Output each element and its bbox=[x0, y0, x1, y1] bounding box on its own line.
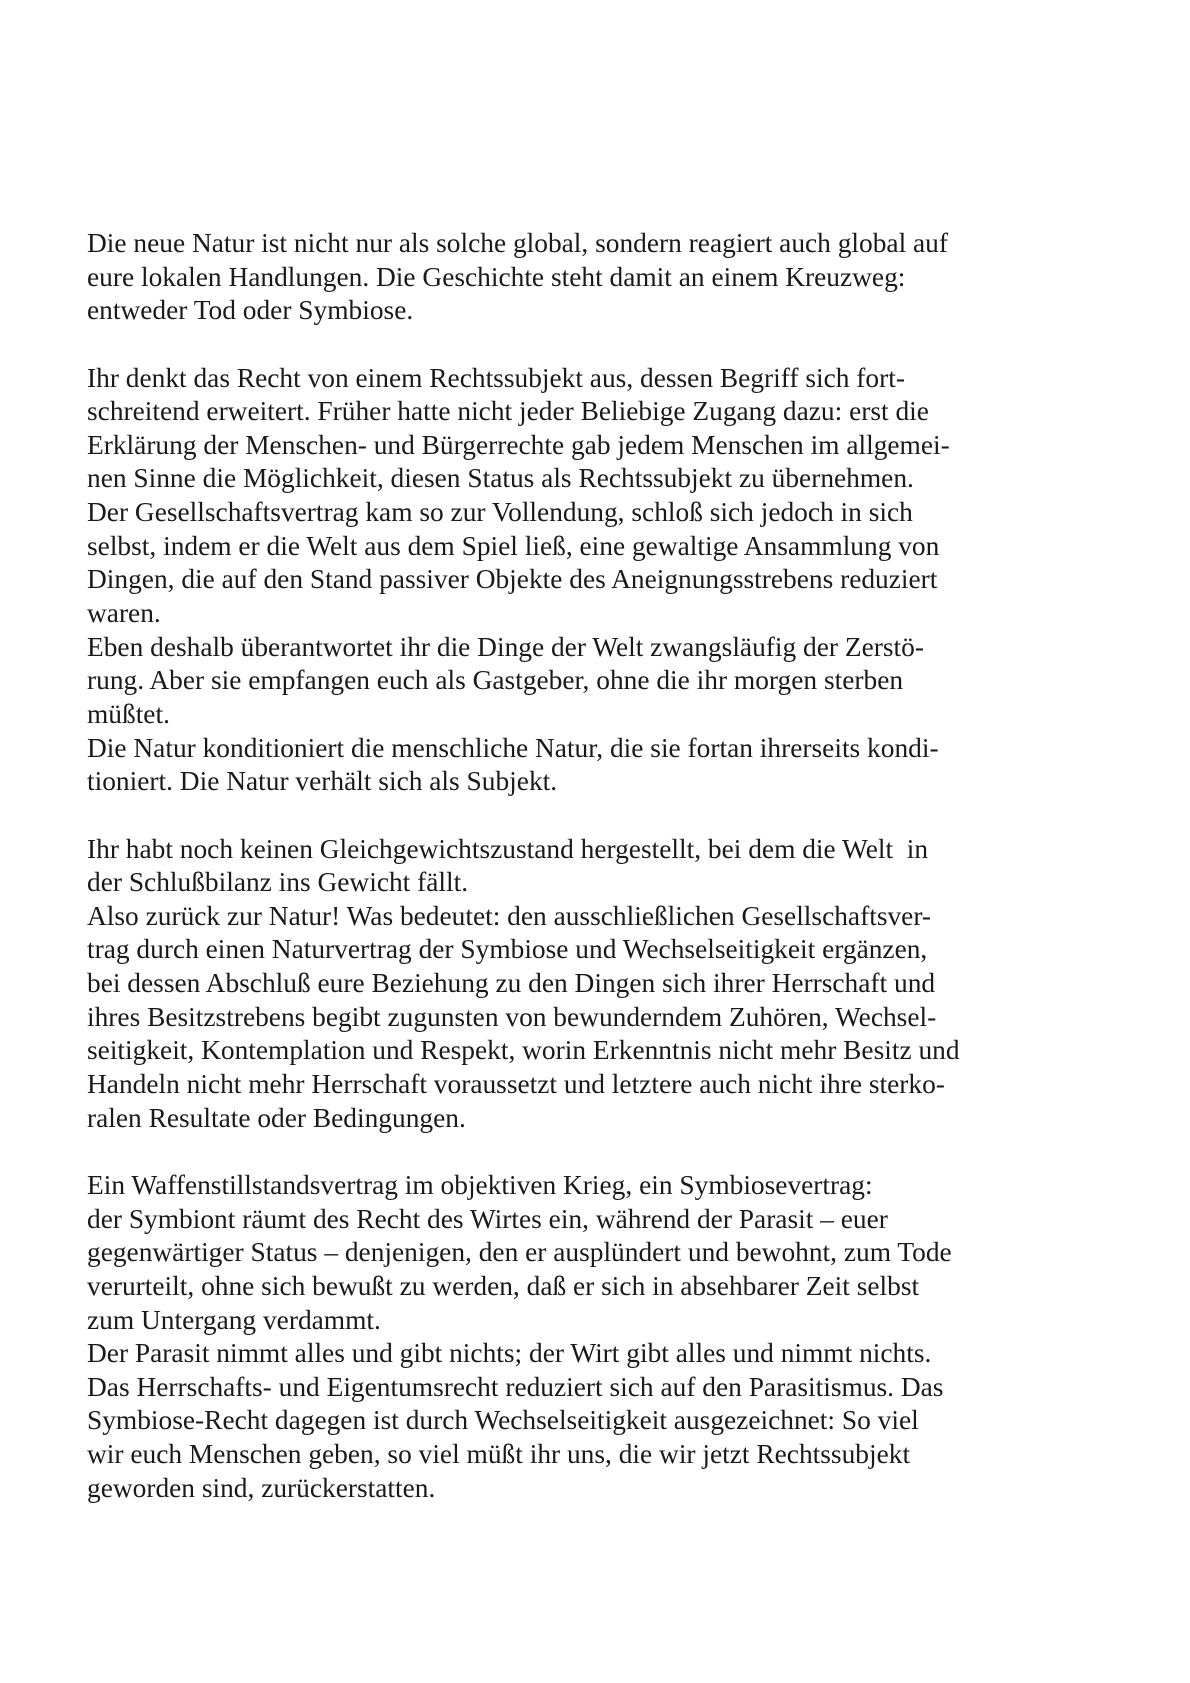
text-line: Ihr denkt das Recht von einem Rechtssubjekt aus, dessen Begriff sich fort- bbox=[87, 362, 905, 393]
text-line: eure lokalen Handlungen. Die Geschichte steht damit an einem Kreuzweg: bbox=[87, 261, 906, 292]
text-line: Symbiose-Recht dagegen ist durch Wechselseitigkeit ausgezeichnet: So viel bbox=[87, 1405, 919, 1436]
text-line: Der Parasit nimmt alles und gibt nichts; der Wirt gibt alles und nimmt nichts. bbox=[87, 1338, 932, 1369]
text-line: tioniert. Die Natur verhält sich als Subjekt. bbox=[87, 766, 558, 797]
text-line: Erklärung der Menschen- und Bürgerrechte gab jedem Menschen im allgemei- bbox=[87, 429, 950, 460]
paragraph bbox=[87, 833, 1127, 1136]
text-line: gegenwärtiger Status – denjenigen, den er ausplündert und bewohnt, zum Tode bbox=[87, 1237, 952, 1268]
text-line: müßtet. bbox=[87, 698, 170, 729]
text-line: der Symbiont räumt des Recht des Wirtes ein, während der Parasit – euer bbox=[87, 1203, 888, 1234]
text-line: ihres Besitzstrebens begibt zugunsten von bewunderndem Zuhören, Wechsel- bbox=[87, 1001, 937, 1032]
text-line: rung. Aber sie empfangen euch als Gastgeber, ohne die ihr morgen sterben bbox=[87, 665, 904, 696]
paragraph bbox=[87, 362, 1127, 799]
text-line: verurteilt, ohne sich bewußt zu werden, daß er sich in absehbarer Zeit selbst bbox=[87, 1270, 920, 1301]
text-line: der Schlußbilanz ins Gewicht fällt. bbox=[87, 867, 469, 898]
text-line: Dingen, die auf den Stand passiver Objekte des Aneignungsstrebens reduziert bbox=[87, 564, 938, 595]
text-line: Eben deshalb überantwortet ihr die Dinge der Welt zwangsläufig der Zerstö- bbox=[87, 631, 924, 662]
text-line: nen Sinne die Möglichkeit, diesen Status als Rechtssubjekt zu übernehmen. bbox=[87, 463, 914, 494]
text-line: Das Herrschafts- und Eigentumsrecht reduziert sich auf den Parasitismus. Das bbox=[87, 1371, 944, 1402]
text-line: wir euch Menschen geben, so viel müßt ihr uns, die wir jetzt Rechtssubjekt bbox=[87, 1439, 911, 1470]
paragraph-gap bbox=[87, 328, 1127, 362]
text-line: Ein Waffenstillstandsvertrag im objektiven Krieg, ein Symbiosevertrag: bbox=[87, 1169, 873, 1200]
body-text bbox=[87, 227, 1127, 1505]
text-line: entweder Tod oder Symbiose. bbox=[87, 295, 414, 326]
text-line: Die neue Natur ist nicht nur als solche global, sondern reagiert auch global auf bbox=[87, 228, 948, 258]
text-line: Ihr habt noch keinen Gleichgewichtszustand hergestellt, bei dem die Welt in bbox=[87, 833, 929, 864]
text-line: zum Untergang verdammt. bbox=[87, 1304, 381, 1335]
text-line: Also zurück zur Natur! Was bedeutet: den ausschließlichen Gesellschaftsver- bbox=[87, 900, 932, 931]
text-line: seitigkeit, Kontemplation und Respekt, worin Erkenntnis nicht mehr Besitz und bbox=[87, 1035, 960, 1066]
text-line: geworden sind, zurückerstatten. bbox=[87, 1472, 436, 1503]
text-line: waren. bbox=[87, 598, 161, 629]
paragraph bbox=[87, 227, 1127, 328]
paragraph-gap bbox=[87, 1135, 1127, 1169]
paragraph-gap bbox=[87, 799, 1127, 833]
text-line: trag durch einen Naturvertrag der Symbiose und Wechselseitigkeit ergänzen, bbox=[87, 934, 928, 965]
paragraph bbox=[87, 1169, 1127, 1505]
text-line: Handeln nicht mehr Herrschaft voraussetzt und letztere auch nicht ihre sterko- bbox=[87, 1069, 945, 1100]
text-line: Die Natur konditioniert die menschliche Natur, die sie fortan ihrerseits kondi- bbox=[87, 732, 939, 763]
text-line: schreitend erweitert. Früher hatte nicht jeder Beliebige Zugang dazu: erst die bbox=[87, 396, 929, 427]
text-line: selbst, indem er die Welt aus dem Spiel ließ, eine gewaltige Ansammlung von bbox=[87, 530, 940, 561]
text-line: Der Gesellschaftsvertrag kam so zur Vollendung, schloß sich jedoch in sich bbox=[87, 497, 913, 528]
text-line: bei dessen Abschluß eure Beziehung zu den Dingen sich ihrer Herrschaft und bbox=[87, 968, 936, 999]
text-line: ralen Resultate oder Bedingungen. bbox=[87, 1102, 466, 1133]
